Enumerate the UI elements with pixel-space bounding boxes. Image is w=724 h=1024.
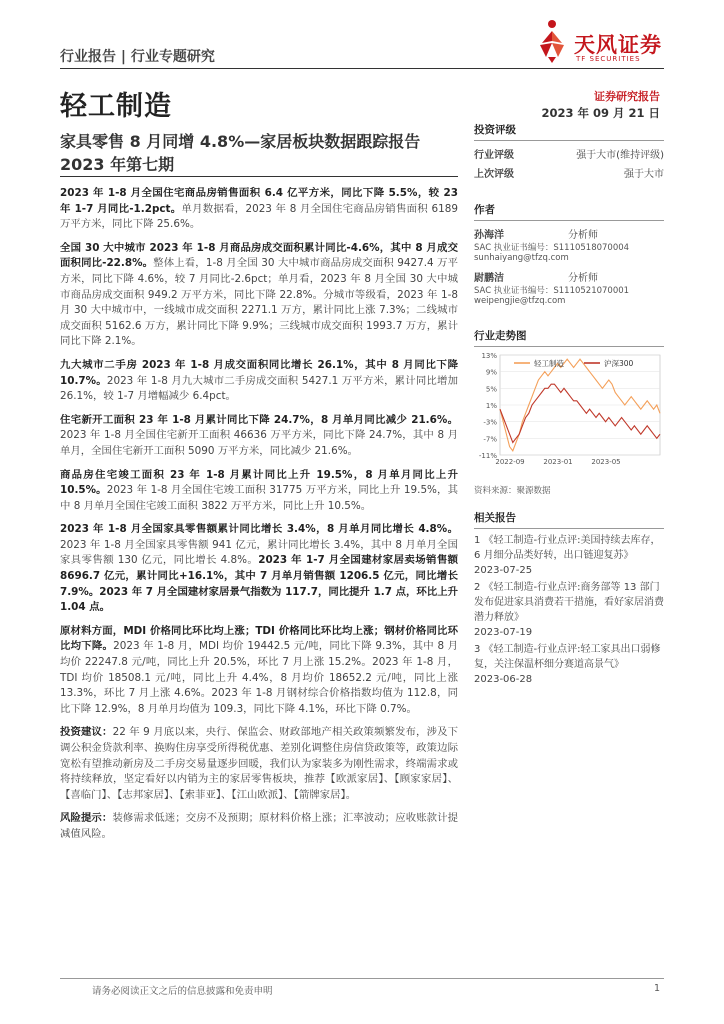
industry-rating-row <box>474 146 664 161</box>
author-role: 分析师 <box>568 273 598 284</box>
paragraph-7: 原材料方面，MDI 价格同比环比均上涨；TDI 价格同比环比均上涨；钢材价格同比环比均下降。2023 年 1-8 月，MDI 均价 19442.5 元/吨，同比下降 9.3%，其中 8 月均价 22247.8 元/吨，同比上升 20.5%，环比 7 月上涨 15.2%。2023 年 1-8 月，TDI 均价 18508.1 元/吨，同比上升 4.4%，8 月均价 18652.2 元/吨，同比上涨 13.3%，环比 7 月上涨 4.6%。2023 年 1-8 月钢材综合价格指数均值为 112.8，同比下降 12.9%，8 月单月均值为 109.3，同比下降 4.1%，环比下降 0.7%。 <box>60 624 458 715</box>
header-rule <box>60 68 664 69</box>
related-item-title[interactable]: 3 《轻工制造-行业点评:轻工家具出口弱修复，关注保温杯细分赛道高景气》 <box>474 644 661 670</box>
sidebar <box>474 122 664 687</box>
paragraph-9: 风险提示：装修需求低迷；交房不及预期；原材料价格上涨；汇率波动；应收账款计提减值风险。 <box>60 812 459 840</box>
rating-title: 投资评级 <box>474 124 516 136</box>
report-type: 证券研究报告 <box>594 90 660 103</box>
prev-rating-row <box>474 165 664 180</box>
title-line-1: 家具零售 8 月同增 4.8%—家居板块数据跟踪报告 <box>60 132 421 151</box>
paragraph-4: 住宅新开工面积 23 年 1-8 月累计同比下降 24.7%，8 月单月同比减少 21.6%。2023 年 1-8 月全国住宅新开工面积 46636 万平方米，同比下降 24.7%，其中 8 月单月，全国住宅新开工面积 5090 万平方米，同比减少 21.6%。 <box>60 413 458 457</box>
author-role: 分析师 <box>568 230 598 241</box>
trend-chart <box>474 351 664 476</box>
author-email[interactable]: weipengjie@tfzq.com <box>474 296 566 306</box>
trend-rule <box>474 346 664 347</box>
report-title <box>60 130 460 176</box>
footer-disclaimer: 请务必阅读正文之后的信息披露和免责申明 <box>92 986 273 997</box>
legend-label: 沪深300 <box>604 359 634 368</box>
related-item-date: 2023-07-19 <box>474 627 533 638</box>
author-name: 孙海洋 <box>474 230 504 241</box>
footer-rule <box>60 978 664 979</box>
y-tick-label: 9% <box>485 368 497 377</box>
related-rule <box>474 528 664 529</box>
related-item-title[interactable]: 1 《轻工制造-行业点评:美国持续去库存，6 月细分品类好转，出口链迎复苏》 <box>474 535 661 561</box>
breadcrumb: 行业报告 | 行业专题研究 <box>60 49 215 65</box>
paragraph-6: 2023 年 1-8 月全国家具零售额累计同比增长 3.4%，8 月单月同比增长 4.8%。2023 年 1-8 月全国家具零售额 941 亿元，累计同比增长 3.4%，其中 8 月单月全国家具零售额 130 亿元，同比增长 4.8%。2023 年 1-7 月全国建材家居卖场销售额 8696.7 亿元，累计同比+16.1%，其中 7 月单月销售额 1206.5 亿元，同比增长 7.9%。2023 年 7 月全国建材家居景气指数为 117.7，同比提升 1.7 点，环比上升 1.04 点。 <box>60 523 459 614</box>
related-item-date: 2023-06-28 <box>474 674 533 685</box>
y-tick-label: 13% <box>481 352 497 360</box>
trend-title: 行业走势图 <box>474 330 527 342</box>
author-sac: SAC 执业证书编号：S1110518070004 <box>474 243 630 253</box>
paragraph-8: 投资建议：22 年 9 月底以来，央行、保监会、财政部地产相关政策频繁发布，涉及下调公积金贷款利率、换购住房享受所得税优惠、差别化调整住房信贷政策等，政策边际宽松有望推动新房及二手房交易量逐步回暖，我们认为家装多为刚性需求，终端需求或将持续释放，坚定看好以内销为主的家居零售板块，推荐【欧派家居】、【顾家家居】、【喜临门】、【志邦家居】、【索菲亚】、【江山欧派】、【箭牌家居】。 <box>60 726 458 801</box>
paragraph-3: 九大城市二手房 2023 年 1-8 月成交面积同比增长 26.1%，其中 8 月同比下降 10.7%。2023 年 1-8 月九大城市二手房成交面积 5427.1 万平方米，累计同比增加 26.1%，较 1-7 月增幅减少 6.4pct。 <box>60 358 458 403</box>
y-tick-label: -7% <box>483 435 497 444</box>
related-item[interactable] <box>474 642 664 687</box>
related-item-title[interactable]: 2 《轻工制造-行业点评:商务部等 13 部门发布促进家具消费若干措施，看好家居消费潜力释放》 <box>474 582 664 623</box>
prev-rating-value: 强于大市 <box>624 169 664 180</box>
sector-title: 轻工制造 <box>60 91 172 122</box>
main-body <box>60 186 458 843</box>
author-1 <box>474 226 664 263</box>
chart-source: 资料来源：聚源数据 <box>474 486 551 496</box>
author-name: 尉鹏洁 <box>474 273 504 284</box>
x-tick-label: 2023-01 <box>543 458 573 466</box>
paragraph-1: 2023 年 1-8 月全国住宅商品房销售面积 6.4 亿平方米，同比下降 5.5%，较 23 年 1-7 月同比-1.2pct。单月数据看，2023 年 8 月全国住宅商品房销售面积 6189 万平方米，同比下降 25.6%。 <box>60 187 458 231</box>
company-logo <box>530 17 670 67</box>
related-item[interactable] <box>474 580 664 640</box>
title-rule <box>60 176 458 177</box>
paragraph-2: 全国 30 大中城市 2023 年 1-8 月商品房成交面积累计同比-4.6%，其中 8 月成交面积同比-22.8%。整体上看，1-8 月全国 30 大中城市商品房成交面积 9427.4 万平方米，同比下降 4.6%，较 7 月同比-2.6pct；单月看，2023 年 8 月全国 30 大中城市商品房成交面积 949.2 万平方米，同比下降 22.8%。分城市等级看，2023 年 1-8 月 30 大中城市中，一线城市成交面积 2271.1 万方，累计同比上涨 7.3%；二线城市成交面积 5162.6 万方，累计同比下降 9.9%；三线城市成交面积 1993.7 万方，累计同比下降 2.1%。 <box>60 241 458 348</box>
y-tick-label: -3% <box>483 418 497 427</box>
series-line-csi300 <box>500 384 660 442</box>
authors-title: 作者 <box>474 204 495 216</box>
y-tick-label: -11% <box>478 452 497 460</box>
related-item-date: 2023-07-25 <box>474 565 533 576</box>
logo-sub: TF SECURITIES <box>576 55 641 63</box>
page-number: 1 <box>653 983 660 994</box>
report-date: 2023 年 09 月 21 日 <box>541 106 660 120</box>
industry-rating-value: 强于大市(维持评级) <box>576 150 664 161</box>
title-line-2: 2023 年第七期 <box>60 155 175 174</box>
author-2 <box>474 269 664 306</box>
author-email[interactable]: sunhaiyang@tfzq.com <box>474 253 569 263</box>
legend-label: 轻工制造 <box>534 359 564 368</box>
y-tick-label: 5% <box>485 385 497 394</box>
y-tick-label: 1% <box>485 402 497 410</box>
authors-rule <box>474 220 664 221</box>
author-sac: SAC 执业证书编号：S1110521070001 <box>474 286 630 296</box>
logo-name: 天风证券 <box>574 33 662 57</box>
related-title: 相关报告 <box>474 512 516 524</box>
rating-rule <box>474 140 664 141</box>
paragraph-5: 商品房住宅竣工面积 23 年 1-8 月累计同比上升 19.5%，8 月单月同比上升 10.5%。2023 年 1-8 月全国住宅竣工面积 31775 万平方米，同比上升 19.5%，其中 8 月单月全国住宅竣工面积 3822 万平方米，同比上升 10.5%。 <box>60 468 458 512</box>
logo-mark-icon <box>534 19 570 63</box>
x-tick-label: 2023-05 <box>591 458 621 466</box>
related-item[interactable] <box>474 533 664 578</box>
prev-rating-label: 上次评级 <box>474 169 514 180</box>
x-tick-label: 2022-09 <box>495 458 525 466</box>
industry-rating-label: 行业评级 <box>474 150 514 161</box>
